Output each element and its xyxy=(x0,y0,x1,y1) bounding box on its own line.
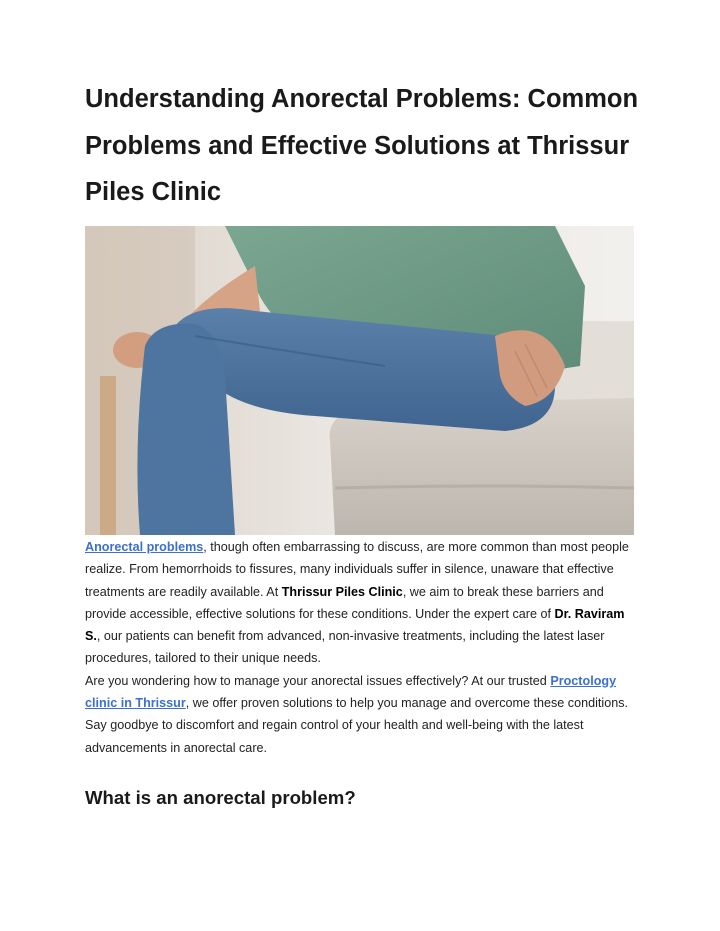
clinic-name: Thrissur Piles Clinic xyxy=(281,584,403,599)
page-title: Understanding Anorectal Problems: Common Problems and Effective Solutions at Thrissur Piles Clinic xyxy=(85,85,639,206)
intro-text xyxy=(85,536,637,759)
proctology-clinic-link[interactable]: Proctology clinic in Thrissur xyxy=(85,673,617,711)
doctor-name: Dr. Raviram S. xyxy=(85,606,625,644)
intro-paragraph-2: Are you wondering how to manage your anorectal issues effectively? At our trusted Proctology clinic in Thrissur, we offer proven solutions to help you manage and overcome these conditions. Say goodbye to discomfort and regain control of your health and well-being with the latest advancements in anorectal care. xyxy=(85,673,629,755)
section-heading: What is an anorectal problem? xyxy=(85,787,356,808)
anorectal-problems-link[interactable]: Anorectal problems xyxy=(85,540,204,554)
hero-image xyxy=(85,226,634,535)
intro-paragraph-1: Anorectal problems, though often embarrassing to discuss, are more common than most people realize. From hemorrhoids to fissures, many individuals suffer in silence, unaware that effective treatments are readily available. At Thrissur Piles Clinic, we aim to break these barriers and provide accessible, effective solutions for these conditions. Under the expert care of Dr. Raviram S., our patients can benefit from advanced, non-invasive treatments, including the latest laser procedures, tailored to their unique needs. xyxy=(85,540,629,666)
